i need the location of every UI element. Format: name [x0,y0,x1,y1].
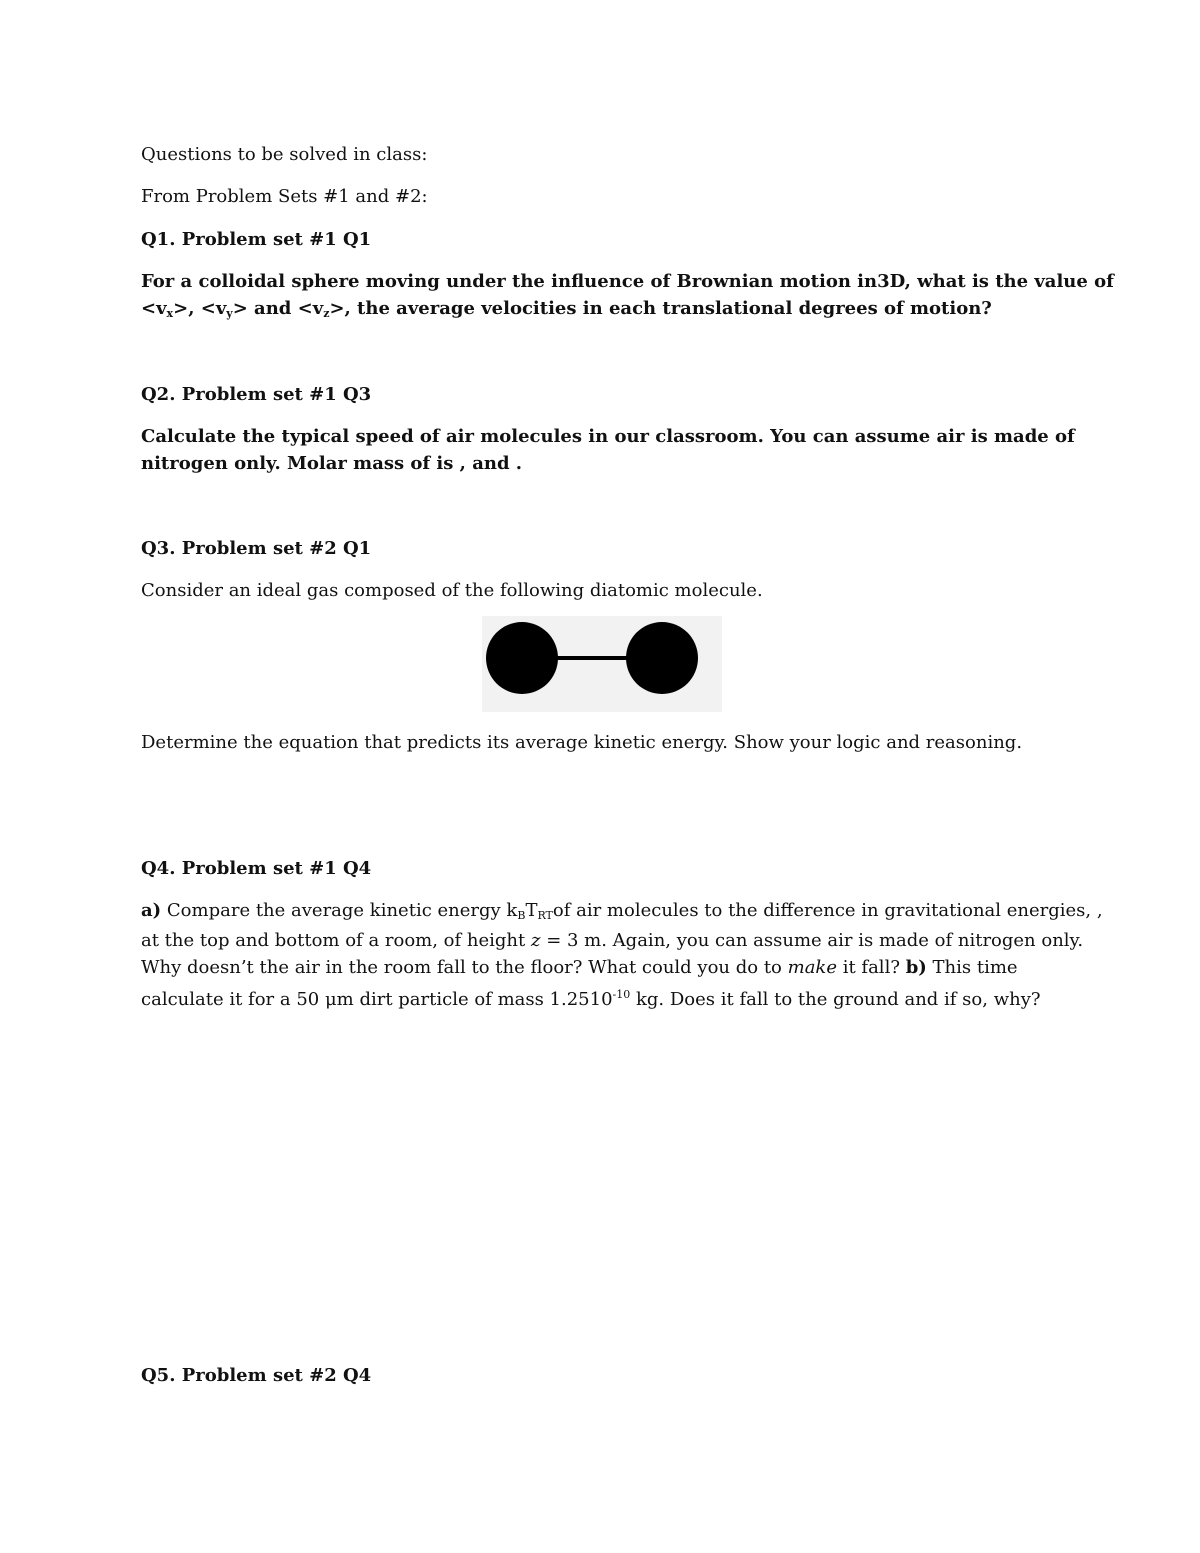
q1-heading: Q1. Problem set #1 Q1 [141,229,372,250]
q3-text: Consider an ideal gas composed of the following diatomic molecule. [141,580,763,601]
atom-left [486,622,558,694]
q4-line-2: at the top and bottom of a room, of height z = 3 m. Again, you can assume air is made of nitrogen only. [141,930,1084,951]
q3-heading: Q3. Problem set #2 Q1 [141,538,372,559]
intro-line-1: Questions to be solved in class: [141,144,428,165]
q4-heading: Q4. Problem set #1 Q4 [141,858,372,879]
q2-text-line-2: nitrogen only. Molar mass of is , and . [141,453,523,474]
q5-heading: Q5. Problem set #2 Q4 [141,1365,372,1386]
q4-line-1: a) Compare the average kinetic energy $k_BT_{RT}of$ air molecules to the difference in gravitational energies, , [141,900,1103,922]
intro-line-2: From Problem Sets #1 and #2: [141,186,428,207]
q2-heading: Q2. Problem set #1 Q3 [141,384,372,405]
q1-text-line-1: For a colloidal sphere moving under the influence of Brownian motion in3D, what is the value of [141,271,1114,292]
q4-line-3: Why doesn’t the air in the room fall to the floor? What could you do to make it fall? b) This time [141,957,1018,978]
diatomic-molecule-figure [482,616,722,712]
q3-after-text: Determine the equation that predicts its average kinetic energy. Show your logic and reasoning. [141,732,1023,753]
atom-right [626,622,698,694]
q1-text-line-2: $<v_x>$, $<v_y>$ and $<v_z>$, the average velocities in each translational degrees of motion? [141,298,992,320]
q4-line-4: calculate it for a 50 μm dirt particle of mass $1.2510^{-10}$ kg. Does it fall to the ground and if so, why? [141,988,1041,1010]
q2-text-line-1: Calculate the typical speed of air molecules in our classroom. You can assume air is made of [141,426,1075,447]
